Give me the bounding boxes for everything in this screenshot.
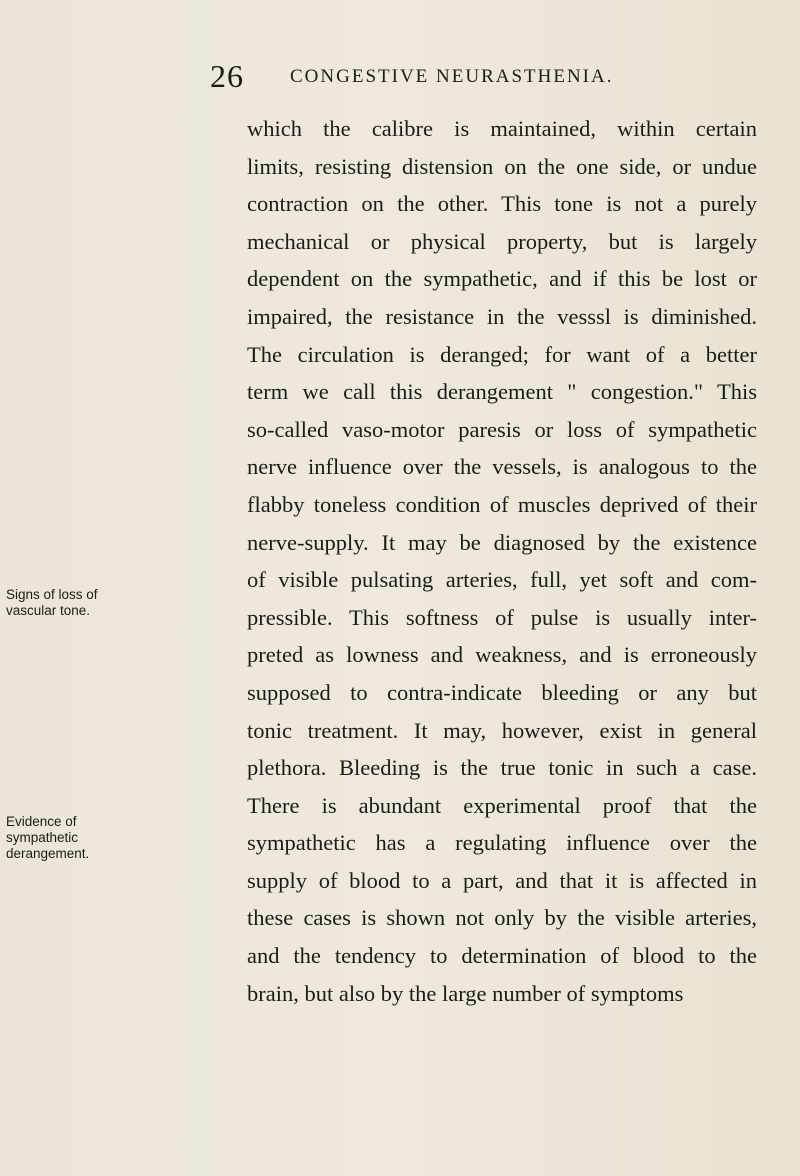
text-line: sympathetic has a regulating influence over the [247, 830, 757, 856]
page-number: 26 [210, 58, 244, 94]
running-title: CONGESTIVE NEURASTHENIA. [290, 66, 614, 87]
text-line: pressible. This softness of pulse is usually inter- [247, 604, 757, 630]
text-line: dependent on the sympathetic, and if this be lost or [247, 266, 757, 292]
text-line: nerve-supply. It may be diagnosed by the existence [247, 529, 757, 555]
text-line: mechanical or physical property, but is largely [247, 228, 757, 254]
margin-note-vascular-tone [0, 587, 251, 619]
text-line: flabby toneless condition of muscles deprived of their [247, 491, 757, 517]
margin-note-line: Evidence of [6, 814, 77, 829]
text-line: which the calibre is maintained, within certain [247, 116, 757, 141]
text-line: impaired, the resistance in the vesssl is diminished. [247, 303, 757, 329]
text-line: these cases is shown not only by the visible arteries, [247, 905, 757, 931]
body-text [247, 110, 757, 1012]
text-line: limits, resisting distension on the one side, or undue [247, 153, 757, 179]
margin-note-sympathetic-derangement [0, 814, 246, 862]
margin-note-line: vascular tone. [6, 603, 91, 618]
text-line: and the tendency to determination of blood to the [247, 943, 757, 969]
text-line: so-called vaso-motor paresis or loss of sympathetic [247, 416, 757, 442]
text-line: plethora. Bleeding is the true tonic in such a case. [247, 755, 757, 781]
margin-note-line: derangement. [6, 846, 90, 861]
text-line: brain, but also by the large number of symptoms [247, 980, 684, 1006]
text-line: There is abundant experimental proof that the [247, 792, 757, 818]
text-line: supply of blood to a part, and that it is affected in [247, 867, 757, 893]
text-line: contraction on the other. This tone is not a purely [247, 191, 757, 217]
text-line: term we call this derangement " congestion." This [247, 379, 757, 405]
margin-note-line: Signs of loss of [6, 587, 98, 602]
text-line: The circulation is deranged; for want of a better [247, 341, 757, 367]
text-line: preted as lowness and weakness, and is erroneously [247, 642, 757, 668]
text-line: supposed to contra-indicate bleeding or any but [247, 679, 757, 705]
text-line: tonic treatment. It may, however, exist in general [247, 717, 757, 743]
margin-note-line: sympathetic [6, 830, 79, 845]
text-line: nerve influence over the vessels, is analogous to the [247, 454, 757, 480]
text-line: of visible pulsating arteries, full, yet soft and com- [247, 567, 757, 593]
page-header [0, 58, 800, 98]
